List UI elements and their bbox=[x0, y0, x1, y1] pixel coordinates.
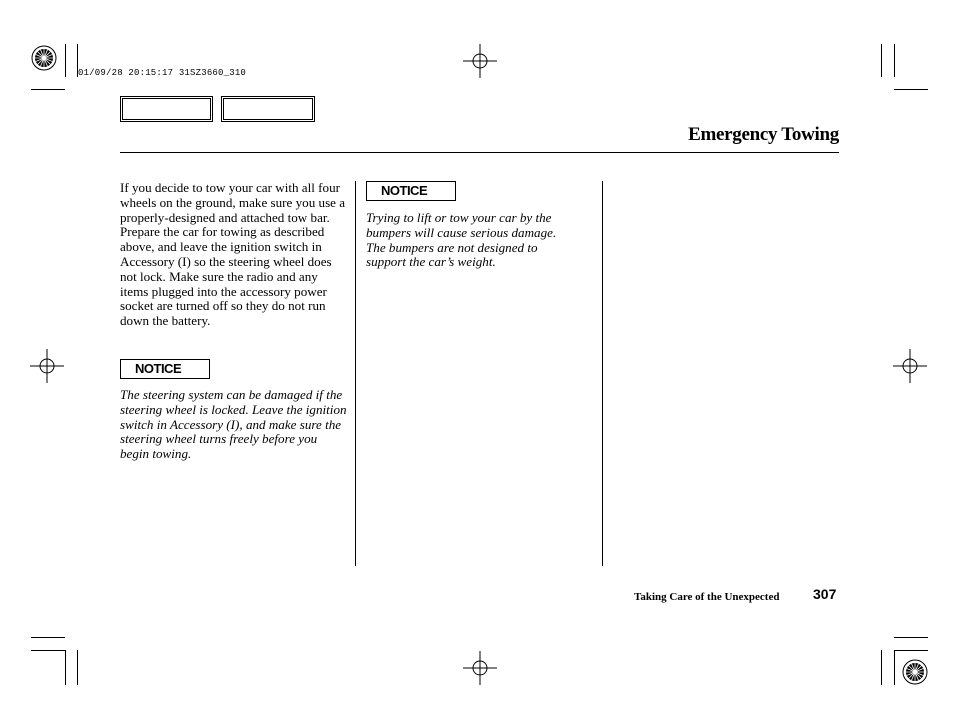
bumper-notice-text: Trying to lift or tow your car by the bumpers will cause serious damage. The bumpers are not designed to support the car’s weight. bbox=[366, 210, 557, 270]
header-tab-box bbox=[221, 96, 315, 122]
notice-label: NOTICE bbox=[366, 181, 456, 201]
column-divider bbox=[355, 181, 356, 566]
notice-label: NOTICE bbox=[120, 359, 210, 379]
footer-section-title: Taking Care of the Unexpected bbox=[634, 591, 780, 603]
registration-target-icon bbox=[463, 44, 497, 78]
registration-target-icon bbox=[893, 349, 927, 383]
crop-mark bbox=[881, 44, 882, 77]
crop-mark bbox=[31, 637, 65, 638]
crop-mark bbox=[77, 650, 78, 685]
crop-mark bbox=[894, 650, 928, 651]
page-title: Emergency Towing bbox=[688, 124, 839, 145]
registration-target-icon bbox=[463, 651, 497, 685]
crop-mark bbox=[65, 650, 66, 685]
starburst-target-icon bbox=[902, 659, 928, 685]
column-divider bbox=[602, 181, 603, 566]
title-rule bbox=[120, 152, 839, 153]
registration-target-icon bbox=[30, 349, 64, 383]
page-number: 307 bbox=[813, 586, 837, 602]
crop-mark bbox=[31, 89, 65, 90]
crop-mark bbox=[894, 89, 928, 90]
crop-mark bbox=[65, 44, 66, 77]
crop-mark bbox=[894, 44, 895, 77]
crop-mark bbox=[894, 650, 895, 685]
header-tab-box bbox=[120, 96, 213, 122]
crop-mark bbox=[881, 650, 882, 685]
crop-mark bbox=[31, 650, 65, 651]
crop-mark bbox=[894, 637, 928, 638]
steering-notice-text: The steering system can be damaged if the steering wheel is locked. Leave the ignition switch in Accessory (I), and make sure the steering wheel turns freely before you begin towing. bbox=[120, 387, 347, 462]
starburst-target-icon bbox=[31, 45, 57, 71]
towing-instructions-paragraph: If you decide to tow your car with all four wheels on the ground, make sure you use a properly-designed and attached tow bar. Prepare the car for towing as described above, and leave the ignition switch in Accessory (I) so the steering wheel does not lock. Make sure the radio and any items plugged into the accessory power socket are turned off so they do not run down the battery. bbox=[120, 180, 346, 329]
print-timestamp: 01/09/28 20:15:17 31SZ3660_310 bbox=[78, 68, 247, 78]
